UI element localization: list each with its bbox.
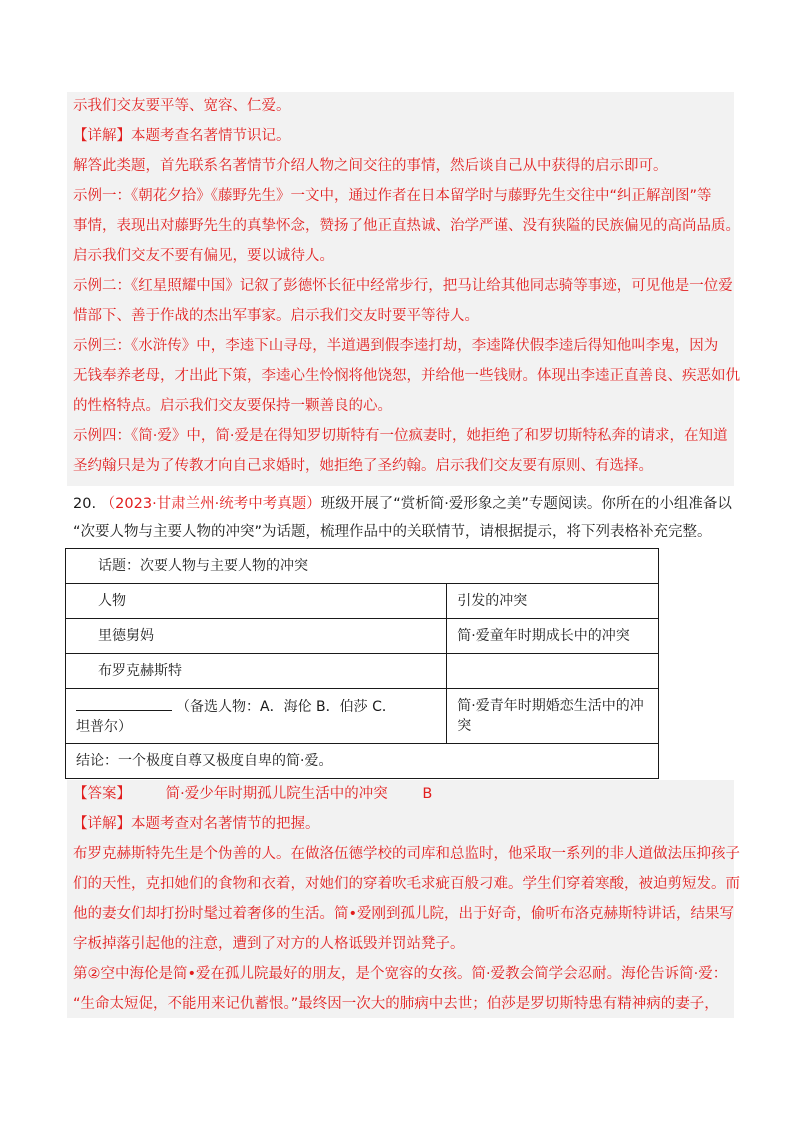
prev-example-4-line-2: 圣约翰只是为了传教才向自己求婚时，她拒绝了圣约翰。启示我们交友要有原则、有选择。 [73, 458, 653, 474]
question-20-line-2: “次要人物与主要人物的冲突”为话题，梳理作品中的关联情节，请根据提示，将下列表格补充完整。 [73, 524, 712, 540]
topic-cell: 话题：次要人物与主要人物的冲突 [66, 549, 659, 584]
answer-label: 【答案】 [73, 786, 131, 802]
answer-red-line-2: “生命太短促，不能用来记仇蓄恨。”最终因一次大的肺病中去世；伯莎是罗切斯特患有精神病的妻子， [73, 996, 719, 1012]
answer-body-line-2: 们的天性，克扣她们的食物和衣着，对她们的穿着吹毛求疵百般刁难。学生们穿着寒酸，被迫剪短发。而 [73, 876, 740, 892]
prev-detail-label: 【详解】本题考查名著情节识记。 [73, 128, 291, 144]
blank-person-cell [66, 689, 447, 744]
prev-example-3-line-2: 无钱奉养老母，才出此下策，李逵心生怜悯将他饶恕，并给他一些钱财。体现出李逵正直善良、疾恶如仇 [73, 368, 740, 384]
table-row-conclusion [66, 744, 659, 779]
table-row-topic [66, 549, 659, 584]
table-row [66, 654, 659, 689]
table-row [66, 619, 659, 654]
person-cell: 布罗克赫斯特 [66, 654, 447, 689]
fill-blank-line [76, 696, 172, 711]
prev-example-1-line-3: 启示我们交友不要有偏见，要以诚待人。 [73, 248, 334, 264]
answer-line [73, 784, 728, 804]
prev-example-1-line-1: 示例一：《朝花夕拾》《藤野先生》一文中，通过作者在日本留学时与藤野先生交往中“纠正解剖图”等 [73, 188, 712, 204]
answer-detail-label: 【详解】本题考查对名著情节的把握。 [73, 816, 320, 832]
options-text-a: （备选人物：A．海伦 B．伯莎 C． [176, 698, 396, 715]
answer-body-line-1: 布罗克赫斯特先生是个伪善的人。在做洛伍德学校的司库和总监时，他采取一系列的非人道做法压抑孩子 [73, 846, 740, 862]
answer-body-line-4: 字板掉落引起他的注意，遭到了对方的人格诋毁并罚站凳子。 [73, 936, 465, 952]
blank-conflict-cell: 简·爱青年时期婚恋生活中的冲突 [447, 689, 659, 744]
question-source: （2023·甘肃兰州·统考中考真题） [100, 496, 321, 512]
conflict-cell: 简·爱童年时期成长中的冲突 [447, 619, 659, 654]
prev-example-3-line-1: 示例三：《水浒传》中，李逵下山寻母，半道遇到假李逵打劫，李逵降伏假李逵后得知他叫李鬼，因为 [73, 338, 719, 354]
prev-example-1-line-2: 事情，表现出对藤野先生的真挚怀念，赞扬了他正直热诚、治学严谨、没有狭隘的民族偏见的高尚品质。 [73, 218, 740, 234]
options-text-b: 坦普尔） [76, 718, 132, 735]
answer-choice: B [422, 786, 433, 802]
conclusion-cell: 结论：一个极度自尊又极度自卑的简·爱。 [66, 744, 659, 779]
answer-body-line-3: 他的妻女们却打扮时髦过着奢侈的生活。简•爱刚到孤儿院，出于好奇，偷听布洛克赫斯特讲话，结果写 [73, 906, 735, 922]
prev-line-1: 示我们交友要平等、宽容、仁爱。 [73, 98, 291, 114]
prev-example-4-line-1: 示例四：《简·爱》中，简·爱是在得知罗切斯特有一位疯妻时，她拒绝了和罗切斯特私奔的请求，在知道 [73, 428, 728, 444]
conflict-table [65, 548, 659, 779]
table-row-blank [66, 689, 659, 744]
question-text-1: 班级开展了“赏析简·爱形象之美”专题阅读。你所在的小组准备以 [320, 496, 732, 512]
header-person-cell: 人物 [66, 584, 447, 619]
header-conflict-cell: 引发的冲突 [447, 584, 659, 619]
answer-red-line-1: 第②空中海伦是简•爱在孤儿院最好的朋友，是个宽容的女孩。简·爱教会简学会忍耐。海伦告诉简·爱： [73, 966, 728, 982]
conflict-cell-empty [447, 654, 659, 689]
question-20-line-1 [73, 494, 732, 514]
prev-example-3-line-3: 的性格特点。启示我们交友要保持一颗善良的心。 [73, 398, 392, 414]
person-cell: 里德舅妈 [66, 619, 447, 654]
prev-example-2-line-2: 惜部下、善于作战的杰出军事家。启示我们交友时要平等待人。 [73, 308, 479, 324]
prev-line-3: 解答此类题，首先联系名著情节介绍人物之间交往的事情，然后谈自己从中获得的启示即可。 [73, 158, 668, 174]
question-number: 20. [73, 496, 97, 512]
answer-text: 简·爱少年时期孤儿院生活中的冲突 [165, 786, 388, 802]
table-row-header [66, 584, 659, 619]
prev-example-2-line-1: 示例二：《红星照耀中国》记叙了彭德怀长征中经常步行，把马让给其他同志骑等事迹，可见他是一位爱 [73, 278, 733, 294]
